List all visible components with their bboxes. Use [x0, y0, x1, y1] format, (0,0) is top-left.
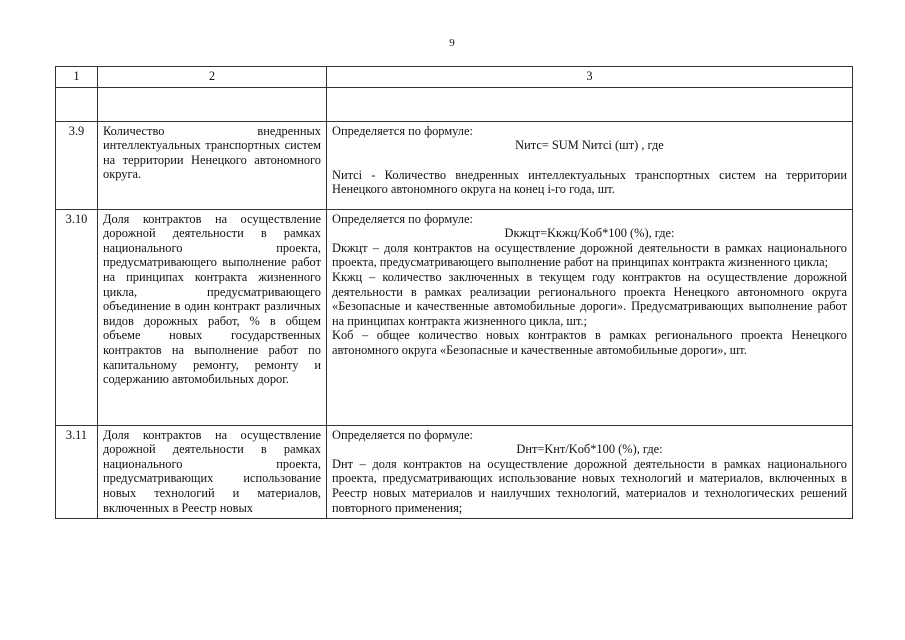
method-label: Определяется по формуле: — [332, 123, 473, 138]
table-row — [56, 209, 853, 425]
blank-cell — [56, 87, 98, 121]
blank-row — [56, 87, 853, 121]
header-cell-2: 2 — [98, 67, 327, 88]
indicator-name: Доля контрактов на осуществление дорожной деятельности в рамках национального проекта, предусматривающего выполнение работ на принципах контракта жизненного цикла, предусматривающего объединение в один контракт различных видов дорожных работ, % в общем объеме новых государственных контрактов на выполнение работ по капитальному ремонту, ремонту и содержанию автомобильных дорог. — [98, 209, 327, 425]
indicator-method — [327, 209, 853, 425]
row-number: 3.9 — [56, 121, 98, 209]
row-number: 3.11 — [56, 425, 98, 519]
method-label: Определяется по формуле: — [332, 211, 473, 226]
table-row — [56, 425, 853, 519]
table-row — [56, 121, 853, 209]
definition: Dнт – доля контрактов на осуществление дорожной деятельности в рамках национального проекта, предусматривающих использование новых технологий и материалов, включенных в Реестр новых материалов и наилучших технологий, материалов и технологических решений повторного применения; — [332, 456, 847, 515]
formula: Dкжцт=Kкжц/Kоб*100 (%), где: — [504, 226, 675, 241]
row-number: 3.10 — [56, 209, 98, 425]
indicator-name: Количество внедренных интеллектуальных транспортных систем на территории Ненецкого автономного округа. — [98, 121, 327, 209]
formula: Dнт=Kнт/Kоб*100 (%), где: — [516, 442, 663, 457]
definition: Nитсi - Количество внедренных интеллектуальных транспортных систем на территории Ненецкого автономного округа на конец i-го года, шт. — [332, 167, 847, 197]
indicator-table — [55, 66, 853, 519]
definition: Kкжц – количество заключенных в текущем году контрактов на осуществление дорожной деятельности в рамках реализации регионального проекта Ненецкого автономного округа «Безопасные и качественные автомобильные дороги». Предусматривающих выполнение работ на принципах контракта жизненного цикла, шт.; — [332, 269, 847, 328]
header-cell-1: 1 — [56, 67, 98, 88]
blank-cell — [98, 87, 327, 121]
indicator-method — [327, 121, 853, 209]
indicator-method — [327, 425, 853, 519]
header-cell-3: 3 — [327, 67, 853, 88]
formula: Nитс= SUM Nитсi (шт) , где — [515, 138, 664, 153]
definition: Dкжцт – доля контрактов на осуществление дорожной деятельности в рамках национального проекта, предусматривающего выполнение работ на принципах контракта жизненного цикла; — [332, 240, 847, 270]
blank-cell — [327, 87, 853, 121]
indicator-name: Доля контрактов на осуществление дорожной деятельности в рамках национального проекта, предусматривающих использование новых технологий и материалов, включенных в Реестр новых — [98, 425, 327, 519]
definition: Kоб – общее количество новых контрактов в рамках регионального проекта Ненецкого автономного округа «Безопасные и качественные автомобильные дороги», шт. — [332, 328, 847, 357]
page-number: 9 — [449, 37, 455, 49]
table-header-row — [56, 67, 853, 88]
method-label: Определяется по формуле: — [332, 427, 473, 442]
